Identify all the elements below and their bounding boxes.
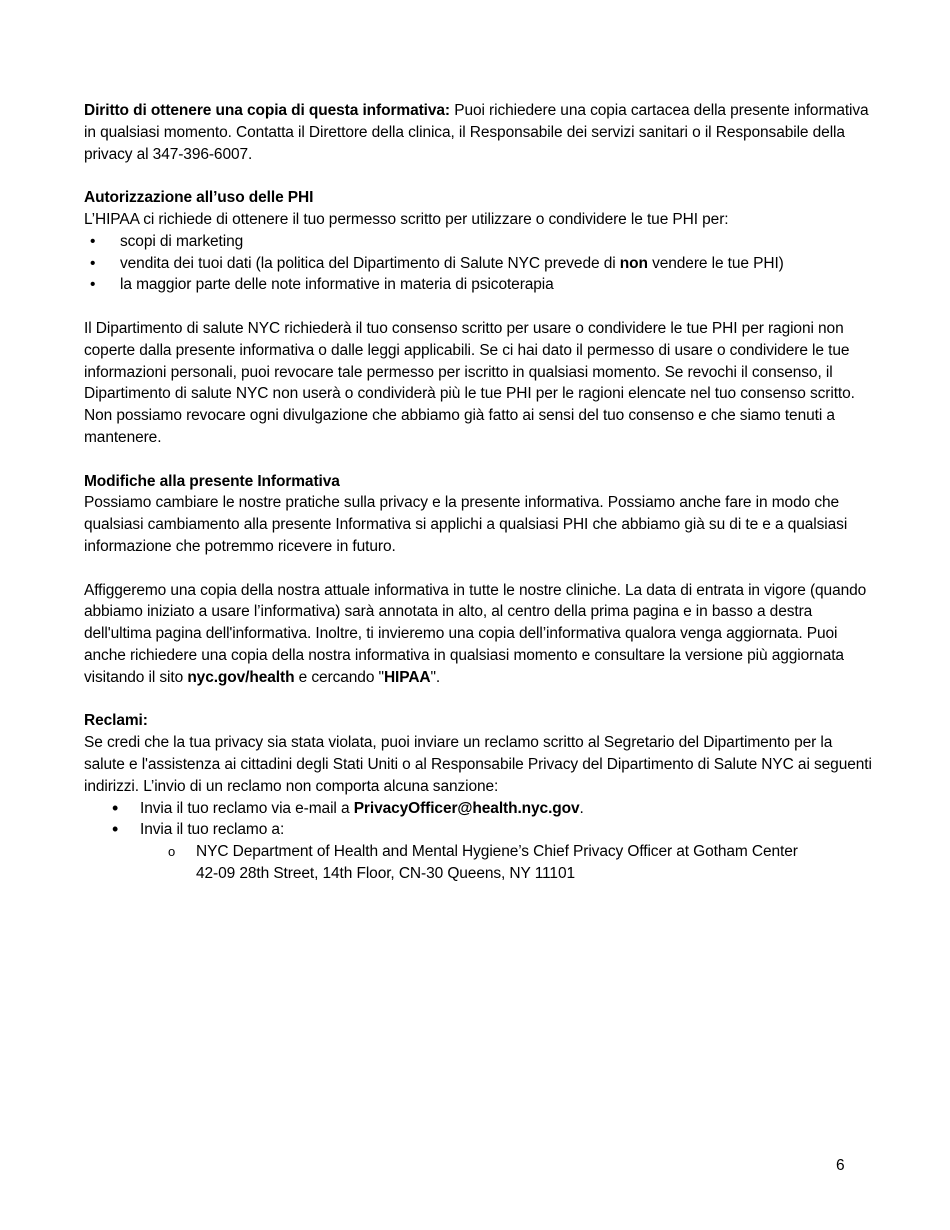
authorization-paragraph: Il Dipartimento di salute NYC richiederà il tuo consenso scritto per usare o condividere le tue PHI per ragioni non coperte dalla presente informativa o dalle leggi applicabili. Se ci hai dato il permesso di usare o condividere le tue informazioni personali, puoi revocare tale permesso per iscritto in qualsiasi momento. Se revochi il consenso, il Dipartimento di salute NYC non userà o condividerà più le tue PHI per le ragioni elencate nel tuo consenso scritto. Non possiamo revocare ogni divulgazione che abbiamo già fatto ai sensi del tuo consenso e che siamo tenuti a mantenere. xyxy=(84,319,855,446)
list-item-text: vendita dei tuoi dati (la politica del Dipartimento di Salute NYC prevede di xyxy=(120,254,620,272)
email-link[interactable]: PrivacyOfficer@health.nyc.gov xyxy=(353,799,580,817)
list-item xyxy=(84,231,874,253)
complaints-list xyxy=(84,798,874,842)
list-item-text: vendere le tue PHI) xyxy=(647,254,784,272)
authorization-heading xyxy=(84,187,874,209)
copy-text: Puoi richiedere una copia cartacea della presente informativa in qualsiasi momento. Contatta il Direttore della clinica, il Responsabile dei servizi sanitari o il Responsabile della privacy al 347-396-6007. xyxy=(84,102,869,163)
list-item xyxy=(84,819,874,841)
copy-heading: Diritto di ottenere una copia di questa informativa: xyxy=(84,102,450,119)
list-item xyxy=(84,253,874,275)
complaints-paragraph: Se credi che la tua privacy sia stata violata, puoi inviare un reclamo scritto al Segretario del Dipartimento per la salute e l'assistenza ai cittadini degli Stati Uniti o al Responsabile Privacy del Dipartimento di Salute NYC ai seguenti indirizzi. L’invio di un reclamo non comporta alcuna sanzione: xyxy=(84,734,872,795)
list-item-text: Invia il tuo reclamo a: xyxy=(140,821,285,839)
search-keyword: HIPAA xyxy=(383,668,431,686)
changes-heading-text: Modifiche alla presente Informativa xyxy=(84,472,340,490)
changes-text: e cercando " xyxy=(294,668,384,686)
changes-paragraph-2 xyxy=(84,580,874,689)
changes-text: ". xyxy=(430,668,441,686)
authorization-heading-text: Autorizzazione all’uso delle PHI xyxy=(84,189,314,207)
address-item xyxy=(84,841,874,885)
website-link[interactable]: nyc.gov/health xyxy=(187,668,295,686)
list-item-text: Invia il tuo reclamo via e-mail a xyxy=(140,799,354,817)
address-list xyxy=(84,841,874,885)
changes-heading xyxy=(84,471,874,493)
list-item xyxy=(84,798,874,820)
copy-paragraph xyxy=(84,100,874,165)
changes-text: Affiggeremo una copia della nostra attuale informativa in tutte le nostre cliniche. La data di entrata in vigore (quando abbiamo iniziato a usare l’informativa) sarà annotata in alto, al centro della prima pagina e in basso a destra dell'ultima pagina dell'informativa. Inoltre, ti invieremo una copia dell’informativa qualora venga aggiornata. Puoi anche richiedere una copia della nostra informativa in qualsiasi momento e consultare la versione più aggiornata visitando il sito xyxy=(84,581,867,686)
changes-paragraph-1: Possiamo cambiare le nostre pratiche sulla privacy e la presente informativa. Possiamo anche fare in modo che qualsiasi cambiamento alla presente Informativa si applichi a qualsiasi PHI che abbiamo già su di te e a qualsiasi informazione che potremmo ricevere in futuro. xyxy=(84,494,848,555)
address-line-2: 42-09 28th Street, 14th Floor, CN-30 Queens, NY 11101 xyxy=(196,864,575,882)
list-item-text: la maggior parte delle note informative in materia di psicoterapia xyxy=(120,276,554,294)
list-item-bold: non xyxy=(619,254,648,272)
list-item-text: . xyxy=(579,799,584,817)
list-item xyxy=(84,274,874,296)
authorization-intro: L’HIPAA ci richiede di ottenere il tuo permesso scritto per utilizzare o condividere le tue PHI per: xyxy=(84,210,729,228)
page-number: 6 xyxy=(836,1157,845,1174)
complaints-heading-text: Reclami: xyxy=(84,712,148,730)
complaints-heading xyxy=(84,710,874,732)
list-item-text: scopi di marketing xyxy=(120,232,244,250)
authorization-list xyxy=(84,231,874,296)
page-content xyxy=(84,100,874,885)
address-line-1: NYC Department of Health and Mental Hygiene’s Chief Privacy Officer at Gotham Center xyxy=(196,843,798,861)
